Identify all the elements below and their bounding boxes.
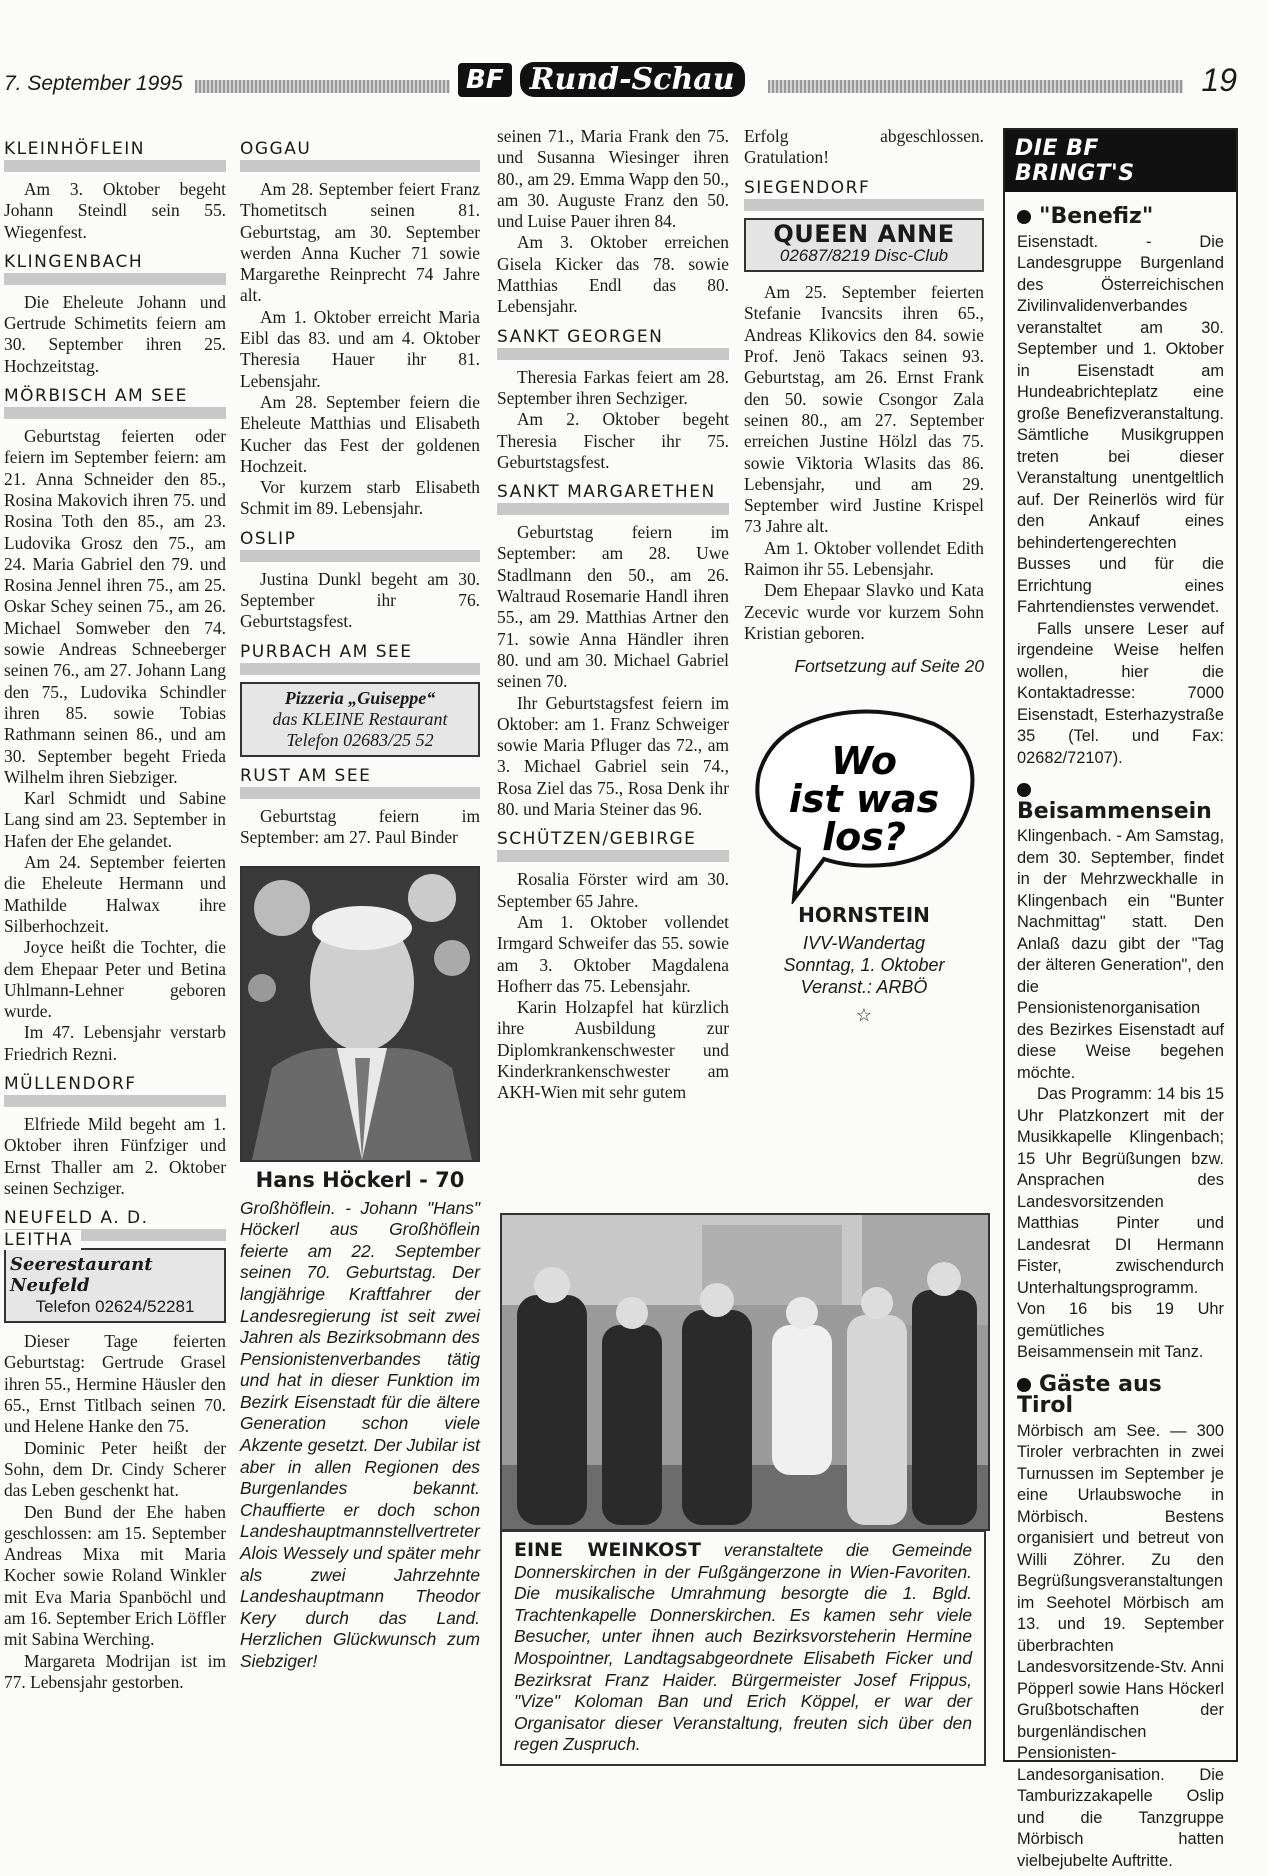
page-header bbox=[0, 58, 1267, 108]
column-2 bbox=[240, 130, 480, 1673]
bubble-line: Wo bbox=[831, 738, 897, 783]
column-1 bbox=[4, 130, 226, 1693]
caption-lead: EINE WEINKOST bbox=[514, 1539, 701, 1561]
place-heading: PURBACH AM SEE bbox=[240, 641, 480, 675]
photo-caption-title: Hans Höckerl - 70 bbox=[255, 1168, 465, 1193]
group-photo-weinkost bbox=[500, 1213, 990, 1531]
event-line: Veranst.: ARBÖ bbox=[800, 976, 928, 997]
photo-caption: Großhöflein. - Johann "Hans" Höckerl aus Großhöflein feierte am 22. September seinen 70. Geburtstag. Der langjährige Kraftfahrer der Landesregierung ist seit zwei Jahren als Bezirksobmann des Pensionistenverbandes tätig und hat in dieser Funktion im Bezirk Eisenstadt für die ältere Generation schon viele Akzente gesetzt. Der Jubilar ist aber in allen Regionen des Burgenlandes bekannt. Chauffierte er doch schon Landeshauptmannstellvertreter Alois Wessely und später mehr als zwei Jahrzehnte Landeshauptmann Theodor Kery durch das Land. Herzlichen Glückwunsch zum Siebziger! bbox=[240, 1197, 480, 1671]
continued-note: Fortsetzung auf Seite 20 bbox=[794, 656, 984, 677]
article-paragraph: Dem Ehepaar Slavko und Kata Zecevic wurde vor kurzem Sohn Kristian geboren. bbox=[744, 580, 984, 643]
article-paragraph: Geburtstag feiern im September: am 27. Paul Binder bbox=[240, 805, 480, 847]
article-paragraph: Vor kurzem starb Elisabeth Schmit im 89. Lebensjahr. bbox=[240, 477, 480, 519]
ad-line: das KLEINE Restaurant bbox=[272, 708, 448, 729]
event-title: HORNSTEIN bbox=[798, 902, 930, 927]
place-heading: SIEGENDORF bbox=[744, 177, 984, 211]
column-3 bbox=[497, 126, 729, 1104]
article-paragraph: Karin Holzapfel hat kürzlich ihre Ausbildung zur Diplomkrankenschwester und Kinderkrankenschwester am AKH-Wien mit sehr gutem bbox=[497, 997, 729, 1103]
caption-text: veranstaltete die Gemeinde Donnerskirchen in der Fußgängerzone in Wien-Favoriten. Die musikalische Umrahmung besorgte die 1. Bgld. Trachtenkapelle Donnerskirchen. Es kamen sehr viele Besucher, unter ihnen auch Bezirksvorsteherin Hermine Mospointner, Landtagsabgeordnete Elisabeth Ficker und Bezirksrat Franz Haider. Bürgermeister Josef Frippus, "Vize" Koloman Ban und Erich Köppel, er war der Organisator dieser Veranstaltung, freuten sich über den regen Zuspruch. bbox=[514, 1540, 972, 1755]
article-paragraph: Am 28. September feiert Franz Thometitsch seinen 81. Geburtstag, am 30. September werden Anna Kucher 71 sowie Margarethe Reinprecht 74 Jahre alt. bbox=[240, 179, 480, 306]
bullet-icon bbox=[1017, 1378, 1031, 1392]
place-heading: MÜLLENDORF bbox=[4, 1073, 226, 1107]
sidebar-paragraph: Falls unsere Leser auf irgendeine Weise helfen wollen, hier die Kontaktadresse: 7000 Eisenstadt, Esterhazystraße 35 (Tel. und Fax: 02682/72107). bbox=[1017, 619, 1224, 767]
place-heading: OGGAU bbox=[240, 138, 480, 172]
sidebar-heading: DIE BF BRINGT'S bbox=[1005, 130, 1236, 192]
column-4 bbox=[744, 126, 984, 1026]
article-paragraph: Ihr Geburtstagsfest feiern im Oktober: am 1. Franz Schweiger sowie Maria Pfluger das 72., am 3. Michael Gabriel sein 74., Rosa Ziel das 75., Rosa Denk ihr 80. und Maria Steiner das 96. bbox=[497, 692, 729, 820]
ad-line: Pizzeria „Guiseppe“ bbox=[284, 687, 436, 708]
sidebar-paragraph: Eisenstadt. - Die Landesgruppe Burgenland des Österreichischen Zivilinvalidenverbandes veranstaltet am 30. September und 1. Oktober in Eisenstadt am Hundeabrichteplatz eine große Benefizveranstaltung. Sämtliche Musikgruppen treten bei dieser Veranstaltung unentgeltlich auf. Der Reinerlös wird für den Ankauf eines behindertengerechten Busses und für die Errichtung eines Fahrtendienstes verwendet. bbox=[1017, 232, 1224, 616]
ad-line: 02687/8219 Disc-Club bbox=[779, 245, 949, 265]
article-paragraph: Dominic Peter heißt der Sohn, dem Dr. Cindy Scherer das Leben geschenkt hat. bbox=[4, 1437, 226, 1501]
ad-line: Telefon 02683/25 52 bbox=[286, 729, 434, 750]
place-heading: SANKT MARGARETHEN bbox=[497, 481, 729, 515]
place-heading: OSLIP bbox=[240, 528, 480, 562]
article-paragraph: Rosalia Förster wird am 30. September 65 Jahre. bbox=[497, 869, 729, 911]
sidebar-bf-bringts bbox=[1003, 128, 1238, 1870]
article-paragraph: Am 1. Oktober erreicht Maria Eibl das 83. und am 4. Oktober Theresia Hauer ihr 81. Lebensjahr. bbox=[240, 306, 480, 391]
article-paragraph: Am 24. September feierten die Eheleute Hermann und Mathilde Halwax ihre Silberhochzeit. bbox=[4, 852, 226, 936]
bf-logo: BF bbox=[458, 63, 512, 97]
group-image bbox=[502, 1215, 988, 1529]
place-heading: SCHÜTZEN/GEBIRGE bbox=[497, 828, 729, 862]
bullet-icon bbox=[1017, 783, 1031, 797]
advertisement-pizzeria bbox=[240, 682, 480, 757]
issue-date: 7. September 1995 bbox=[4, 72, 183, 95]
sidebar-paragraph: Klingenbach. - Am Samstag, dem 30. September, findet in der Mehrzweckhalle in Klingenbach ein "Bunter Nachmittag" statt. Den Anlaß dazu gibt der "Tag der älteren Generation", den die Pensionistenorganisation des Bezirkes Eisenstadt auf diese Weise begehen möchte. bbox=[1017, 827, 1224, 1082]
article-paragraph: Joyce heißt die Tochter, die dem Ehepaar Peter und Betina Uhlmann-Lehner geboren wurde. bbox=[4, 937, 226, 1022]
article-paragraph: Geburtstag feierten oder feiern im September feiern: am 21. Anna Schneider den 85., Rosina Makovich ihren 75. und Rosina Toth den 85., am 23. Ludovika Grosz den 75., am 24. Maria Gabriel den 79. und Rosina Jennel ihren 75., am 25. Oskar Schey seinen 75., am 26. Michael Somweber den 74. sowie Andreas Schneeberger seinen 76., am 27. Johann Lang den 75., Ludovika Schindler ihren 85. sowie Tobias Rathmann seinen 86., und am 30. September begeht Frieda Wilhelm ihren Siebziger. bbox=[4, 426, 226, 787]
ad-line: QUEEN ANNE bbox=[773, 219, 955, 248]
place-heading: RUST AM SEE bbox=[240, 765, 480, 799]
article-paragraph: Margareta Modrijan ist im 77. Lebensjahr gestorben. bbox=[4, 1650, 226, 1692]
sidebar-paragraph: Das Programm: 14 bis 15 Uhr Platzkonzert mit der Musikkapelle Klingenbach; 15 Uhr Begrüßungen bzw. Ansprachen des Landesvorsitzenden Matthias Pinter und Landesrat DI Hermann Fister, zwischendurch Unterhaltungsprogramm. Von 16 bis 19 Uhr gemütliches Beisammensein mit Tanz. bbox=[1017, 1085, 1224, 1361]
speech-bubble-icon bbox=[744, 704, 984, 904]
page-number: 19 bbox=[1201, 62, 1237, 98]
article-paragraph: Elfriede Mild begeht am 1. Oktober ihren Fünfziger und Ernst Thaller am 2. Oktober seinen Sechziger. bbox=[4, 1113, 226, 1198]
place-heading: NEUFELD A. D. LEITHA bbox=[4, 1207, 226, 1241]
star-icon: ☆ bbox=[855, 1004, 873, 1025]
sidebar-section-title: "Benefiz" bbox=[1017, 206, 1224, 228]
article-paragraph: Am 2. Oktober begeht Theresia Fischer ihr 75. Geburtstagsfest. bbox=[497, 409, 729, 472]
article-paragraph: Justina Dunkl begeht am 30. September ihr 76. Geburtstagsfest. bbox=[240, 568, 480, 632]
event-box bbox=[744, 904, 984, 1026]
ad-line: Seerestaurant Neufeld bbox=[10, 1254, 153, 1297]
header-rule-right bbox=[768, 80, 1183, 93]
article-paragraph: Die Eheleute Johann und Gertrude Schimetits feiern am 30. September ihren 25. Hochzeitstag. bbox=[4, 291, 226, 376]
advertisement-queen-anne bbox=[744, 218, 984, 273]
section-title: Rund-Schau bbox=[520, 62, 745, 97]
event-line: IVV-Wandertag bbox=[802, 932, 926, 953]
ad-line: Telefon 02624/52281 bbox=[35, 1297, 195, 1317]
article-paragraph: Karl Schmidt und Sabine Lang sind am 23. September in Hafen der Ehe gelandet. bbox=[4, 788, 226, 851]
article-paragraph: Am 3. Oktober begeht Johann Steindl sein 55. Wiegenfest. bbox=[4, 179, 226, 242]
portrait-photo-hoeckerl bbox=[240, 866, 480, 1162]
event-line: Sonntag, 1. Oktober bbox=[783, 954, 945, 975]
article-paragraph: Am 1. Oktober vollendet Irmgard Schweifer das 55. sowie am 3. Oktober Magdalena Hofherr das 75. Lebensjahr. bbox=[497, 911, 729, 996]
article-paragraph: Am 1. Oktober vollendet Edith Raimon ihr 55. Lebensjahr. bbox=[744, 537, 984, 580]
article-paragraph: Theresia Farkas feiert am 28. September ihren Sechziger. bbox=[497, 366, 729, 408]
article-paragraph: Den Bund der Ehe haben geschlossen: am 15. September Andreas Mixa mit Maria Kocher sowie Roland Winkler mit Eva Maria Spanböchl und am 16. September Erich Löffler mit Sabina Werching. bbox=[4, 1501, 226, 1650]
article-paragraph: Am 25. September feierten Stefanie Ivancsits ihren 65., Andreas Klikovics den 84. sowie Prof. Jenö Takacs seinen 93. Geburtstag, am 26. Ernst Frank den 50. sowie Csongor Zala seinen 80., am 27. September erreichen Justine Hölzl das 75. sowie Viktoria Wlasits das 86. Lebensjahr, und am 29. September wird Justine Krispel 73 Jahre alt. bbox=[744, 282, 984, 537]
article-paragraph: Erfolg abgeschlossen. Gratulation! bbox=[744, 126, 984, 168]
place-heading: KLINGENBACH bbox=[4, 251, 226, 285]
speech-bubble bbox=[744, 704, 984, 904]
sidebar-section-title: Gäste aus Tirol bbox=[1017, 1371, 1162, 1418]
article-paragraph: Am 28. September feiern die Eheleute Matthias und Elisabeth Kucher das Fest der goldenen Hochzeit. bbox=[240, 391, 480, 476]
sidebar-paragraph: Mörbisch am See. — 300 Tiroler verbrachten in zwei Turnussen im September je eine Urlaubswoche in Mörbisch. Bestens organisiert und betreut von Willi Zöhrer. Zu den Begrüßungsveranstaltungen im Seehotel Mörbisch am 13. und 19. September überbrachten Landesvorsitzende-Stv. Anni Pöpperl sowie Hans Höckerl Grußbotschaften der burgenländischen Pensionisten-Landesorganisation. Die Tamburizzakapelle Oslip und die Tanzgruppe Mörbisch hatten vielbejubelte Auftritte. bbox=[1017, 1421, 1224, 1870]
place-heading: KLEINHÖFLEIN bbox=[4, 138, 226, 172]
group-photo-caption bbox=[500, 1530, 986, 1766]
bubble-line: los? bbox=[822, 814, 906, 859]
header-rule-left bbox=[195, 80, 450, 93]
article-paragraph: Im 47. Lebensjahr verstarb Friedrich Rezni. bbox=[4, 1022, 226, 1064]
advertisement-seerestaurant bbox=[4, 1248, 226, 1323]
masthead-logo bbox=[458, 62, 745, 97]
bullet-icon bbox=[1017, 210, 1031, 224]
portrait-image bbox=[242, 868, 478, 1160]
article-paragraph: seinen 71., Maria Frank den 75. und Susanna Wiesinger ihren 80., am 29. Emma Wapp den 50., am 30. Auguste Franz den 50. und Luise Pauer ihren 84. bbox=[497, 126, 729, 232]
bubble-line: ist was bbox=[788, 776, 940, 821]
article-paragraph: Dieser Tage feierten Geburtstag: Gertrude Grasel ihren 55., Hermine Häusler den 65., Ernst Titlbach seinen 70. und Helene Hanke den 75. bbox=[4, 1331, 226, 1437]
sidebar-section-title: Beisammensein bbox=[1017, 779, 1224, 822]
place-heading: SANKT GEORGEN bbox=[497, 326, 729, 360]
place-heading: MÖRBISCH AM SEE bbox=[4, 385, 226, 419]
sidebar-body bbox=[1005, 192, 1236, 1876]
article-paragraph: Am 3. Oktober erreichen Gisela Kicker das 78. sowie Matthias Endl das 80. Lebensjahr. bbox=[497, 232, 729, 317]
article-paragraph: Geburtstag feiern im September: am 28. Uwe Stadlmann den 50., am 26. Waltraud Rosemarie Handl ihren 55., am 29. Matthias Artner den 71. sowie Anna Händler ihren 80. und am 30. Michael Gabriel seinen 70. bbox=[497, 522, 729, 692]
